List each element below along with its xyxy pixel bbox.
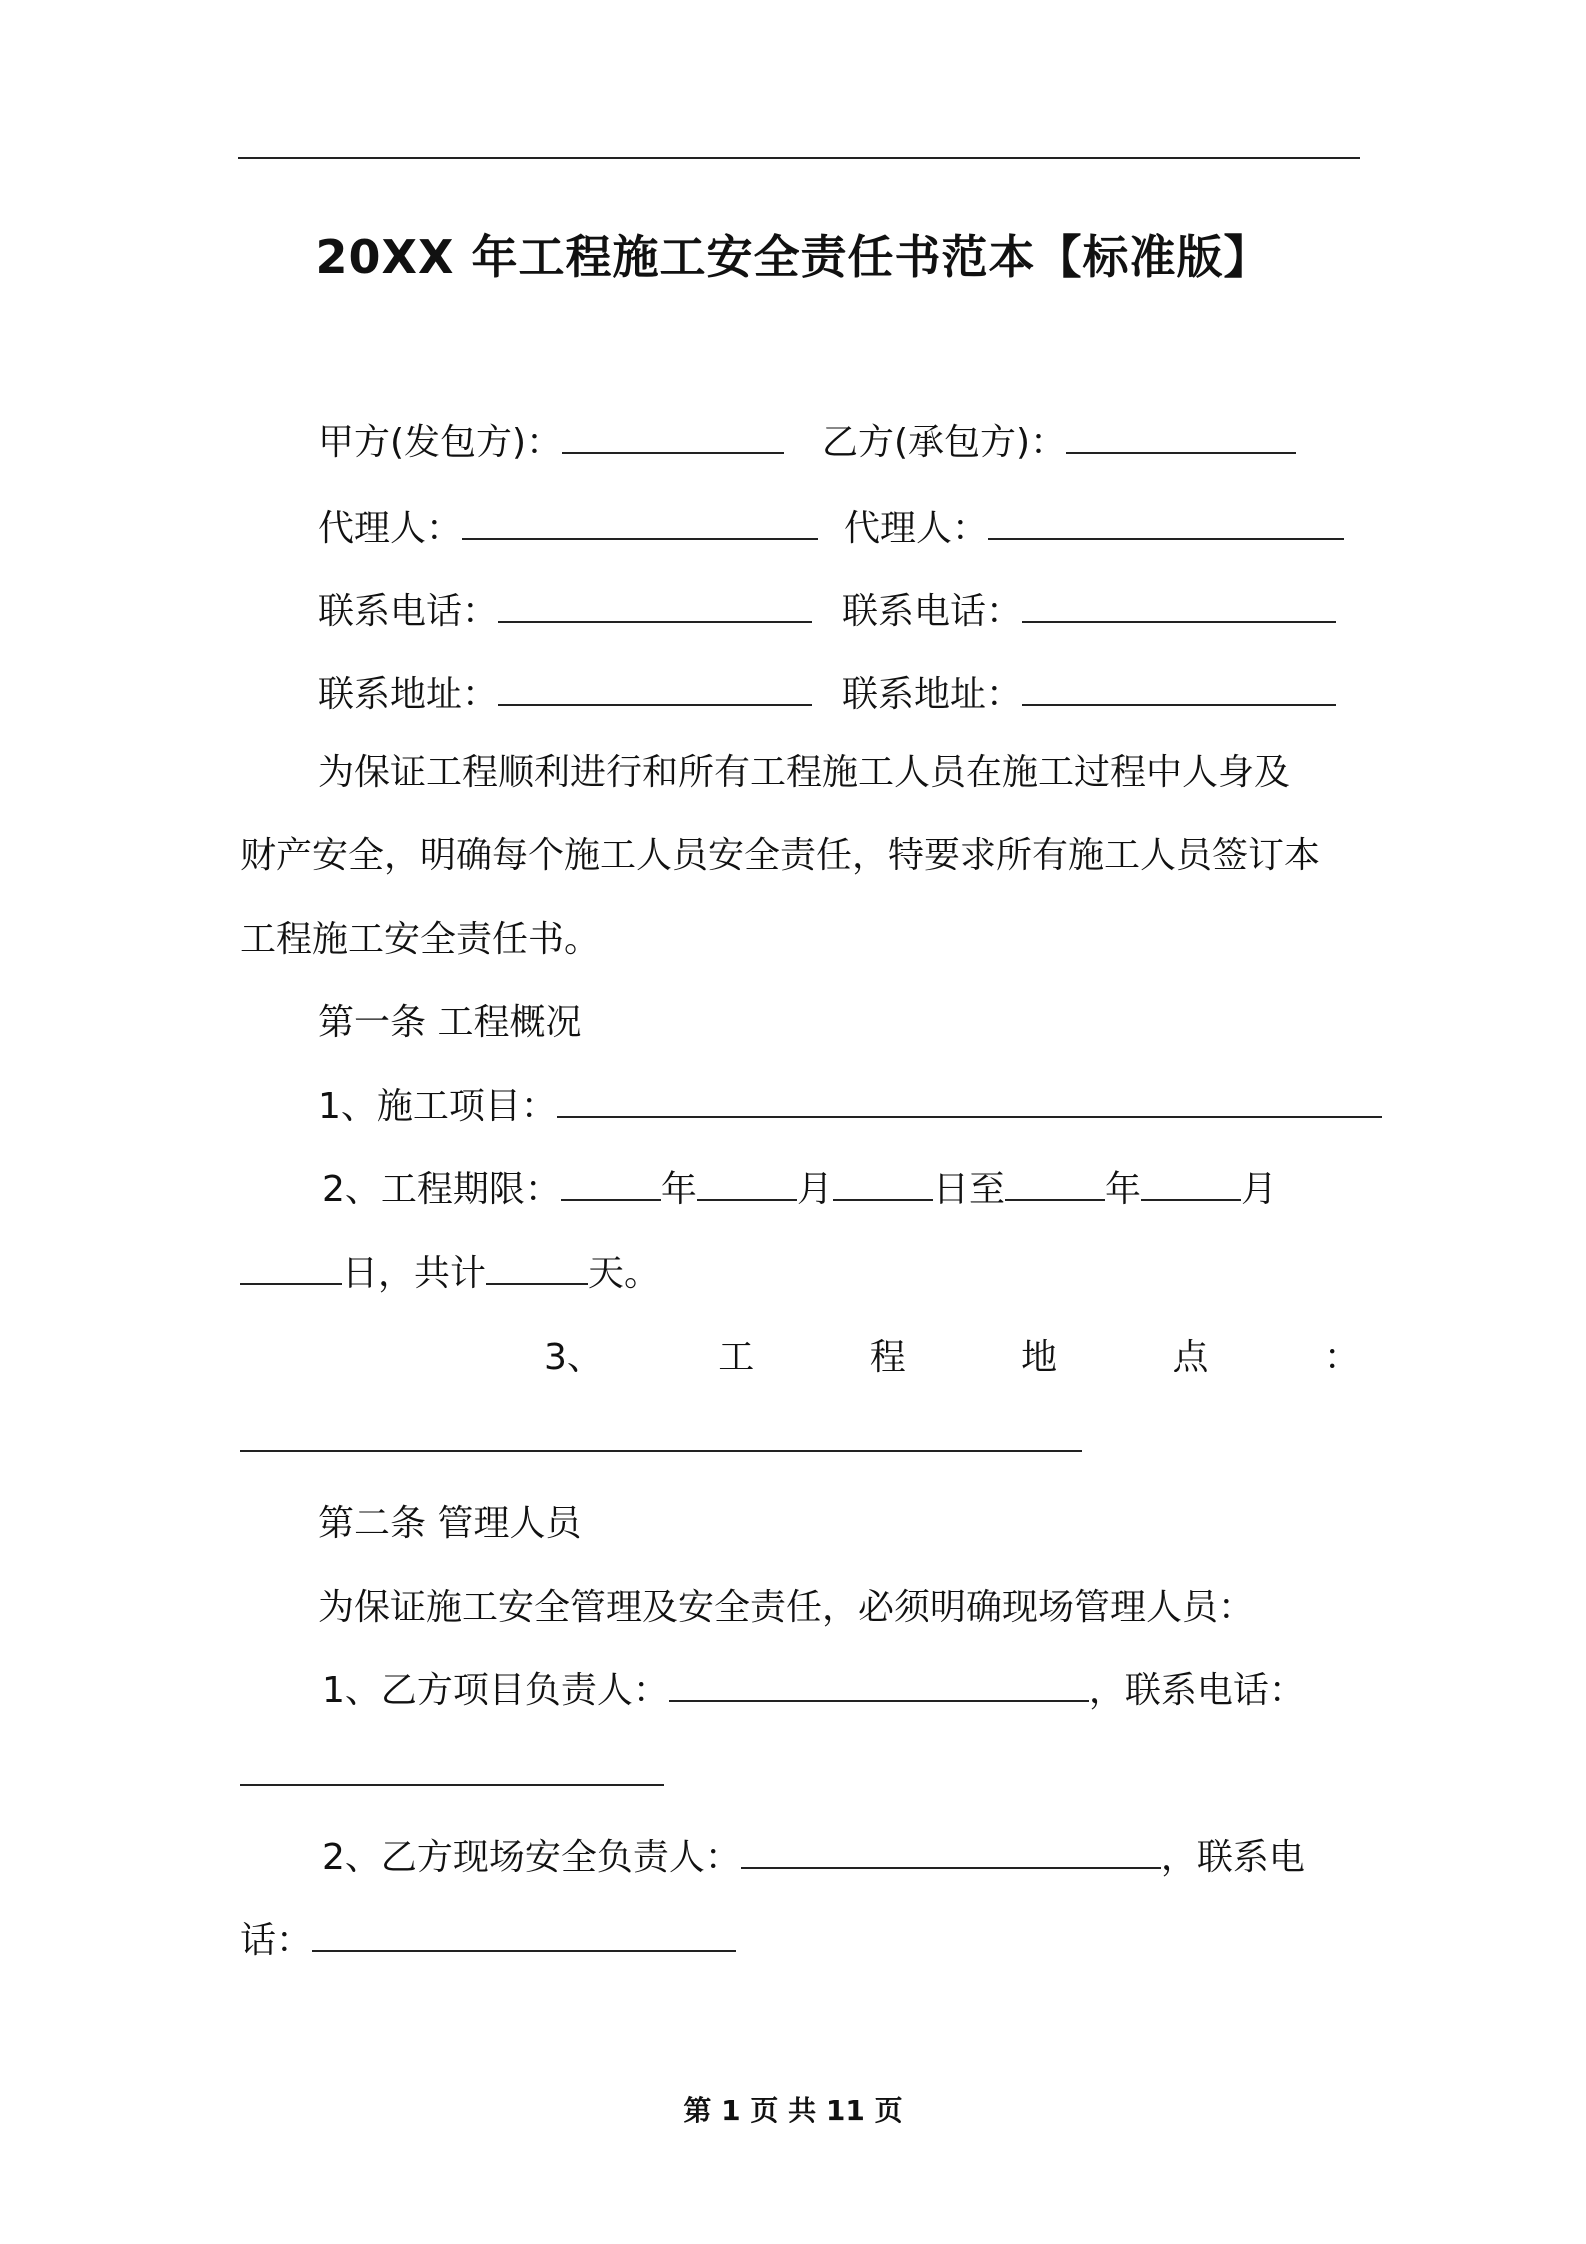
item-1-label: 1、施工项目： [318, 1086, 557, 1127]
mgr-1-phone-label: ，联系电话： [1088, 1670, 1305, 1711]
intro-line-1: 为保证工程顺利进行和所有工程施工人员在施工过程中人身及 [318, 752, 1291, 793]
address-b-row [842, 670, 1336, 720]
agent-a-label: 代理人： [318, 508, 463, 549]
document-title: 20XX 年工程施工安全责任书范本【标准版】 [315, 230, 1271, 284]
mgr-1-phone-row [240, 1750, 664, 1800]
phone-b-blank[interactable] [1022, 591, 1336, 623]
party-b-label: 乙方(承包方)： [822, 422, 1067, 463]
item-1-blank[interactable] [557, 1086, 1382, 1118]
header-rule [238, 157, 1360, 159]
phone-b-row [842, 587, 1336, 637]
end-month-blank[interactable] [1141, 1169, 1241, 1201]
article-2-heading: 第二条 管理人员 [318, 1503, 582, 1544]
year-text-2: 年 [1104, 1169, 1141, 1210]
address-a-blank[interactable] [498, 674, 812, 706]
item-2-cont-row [240, 1249, 660, 1299]
item-3-char-0: 3、 [544, 1337, 603, 1378]
intro-line-3: 工程施工安全责任书。 [240, 919, 601, 960]
phone-a-label: 联系电话： [318, 591, 499, 632]
days-end-text: 天。 [588, 1253, 661, 1294]
party-a-row [318, 418, 784, 468]
start-year-blank[interactable] [561, 1169, 661, 1201]
party-b-row [822, 418, 1296, 468]
item-2-label: 2、工程期限： [322, 1169, 561, 1210]
article-1-heading: 第一条 工程概况 [318, 1002, 582, 1043]
item-3-char-4: 点 [1172, 1337, 1209, 1378]
item-1-row [318, 1082, 1382, 1132]
total-days-blank[interactable] [486, 1253, 588, 1285]
phone-a-row [318, 587, 812, 637]
site-location-blank[interactable] [240, 1420, 1082, 1452]
address-b-label: 联系地址： [842, 674, 1023, 715]
party-a-blank[interactable] [562, 422, 784, 454]
mgr-2-name-blank[interactable] [741, 1837, 1161, 1869]
mgr-2-phone-label: ，联系电 [1160, 1837, 1305, 1878]
article-2-intro: 为保证施工安全管理及安全责任，必须明确现场管理人员： [318, 1587, 1255, 1628]
day-total-text: 日，共计 [342, 1253, 487, 1294]
mgr-1-label: 1、乙方项目负责人： [322, 1670, 669, 1711]
item-3-char-5: ： [1323, 1337, 1360, 1378]
agent-b-label: 代理人： [844, 508, 989, 549]
month-text-2: 月 [1240, 1169, 1277, 1210]
agent-a-blank[interactable] [462, 508, 818, 540]
mgr-2-row [322, 1833, 1305, 1883]
item-3-char-1: 工 [718, 1337, 755, 1378]
address-b-blank[interactable] [1022, 674, 1336, 706]
item-3-char-2: 程 [869, 1337, 906, 1378]
party-a-label: 甲方(发包方)： [318, 422, 563, 463]
year-text: 年 [660, 1169, 697, 1210]
page-footer: 第 1 页 共 11 页 [683, 2094, 903, 2127]
end-day-blank[interactable] [240, 1253, 342, 1285]
agent-a-row [318, 504, 818, 554]
mgr-2-phone-cont: 话： [240, 1920, 313, 1961]
mgr-1-phone-blank[interactable] [240, 1754, 664, 1786]
party-b-blank[interactable] [1066, 422, 1296, 454]
item-3-row [238, 1333, 1360, 1383]
start-month-blank[interactable] [697, 1169, 797, 1201]
end-year-blank[interactable] [1005, 1169, 1105, 1201]
item-3-blank-row [240, 1416, 1082, 1466]
address-a-label: 联系地址： [318, 674, 499, 715]
address-a-row [318, 670, 812, 720]
month-text: 月 [796, 1169, 833, 1210]
item-3-char-3: 地 [1021, 1337, 1058, 1378]
mgr-1-name-blank[interactable] [669, 1670, 1089, 1702]
item-2-row [322, 1165, 1277, 1215]
intro-line-2: 财产安全，明确每个施工人员安全责任，特要求所有施工人员签订本 [240, 835, 1321, 876]
agent-b-row [844, 504, 1344, 554]
phone-b-label: 联系电话： [842, 591, 1023, 632]
mgr-1-row [322, 1666, 1305, 1716]
mgr-2-phone-row [240, 1916, 736, 1966]
mgr-2-label: 2、乙方现场安全负责人： [322, 1837, 741, 1878]
day-to-text: 日至 [932, 1169, 1005, 1210]
phone-a-blank[interactable] [498, 591, 812, 623]
agent-b-blank[interactable] [988, 508, 1344, 540]
mgr-2-phone-blank[interactable] [312, 1920, 736, 1952]
start-day-blank[interactable] [833, 1169, 933, 1201]
